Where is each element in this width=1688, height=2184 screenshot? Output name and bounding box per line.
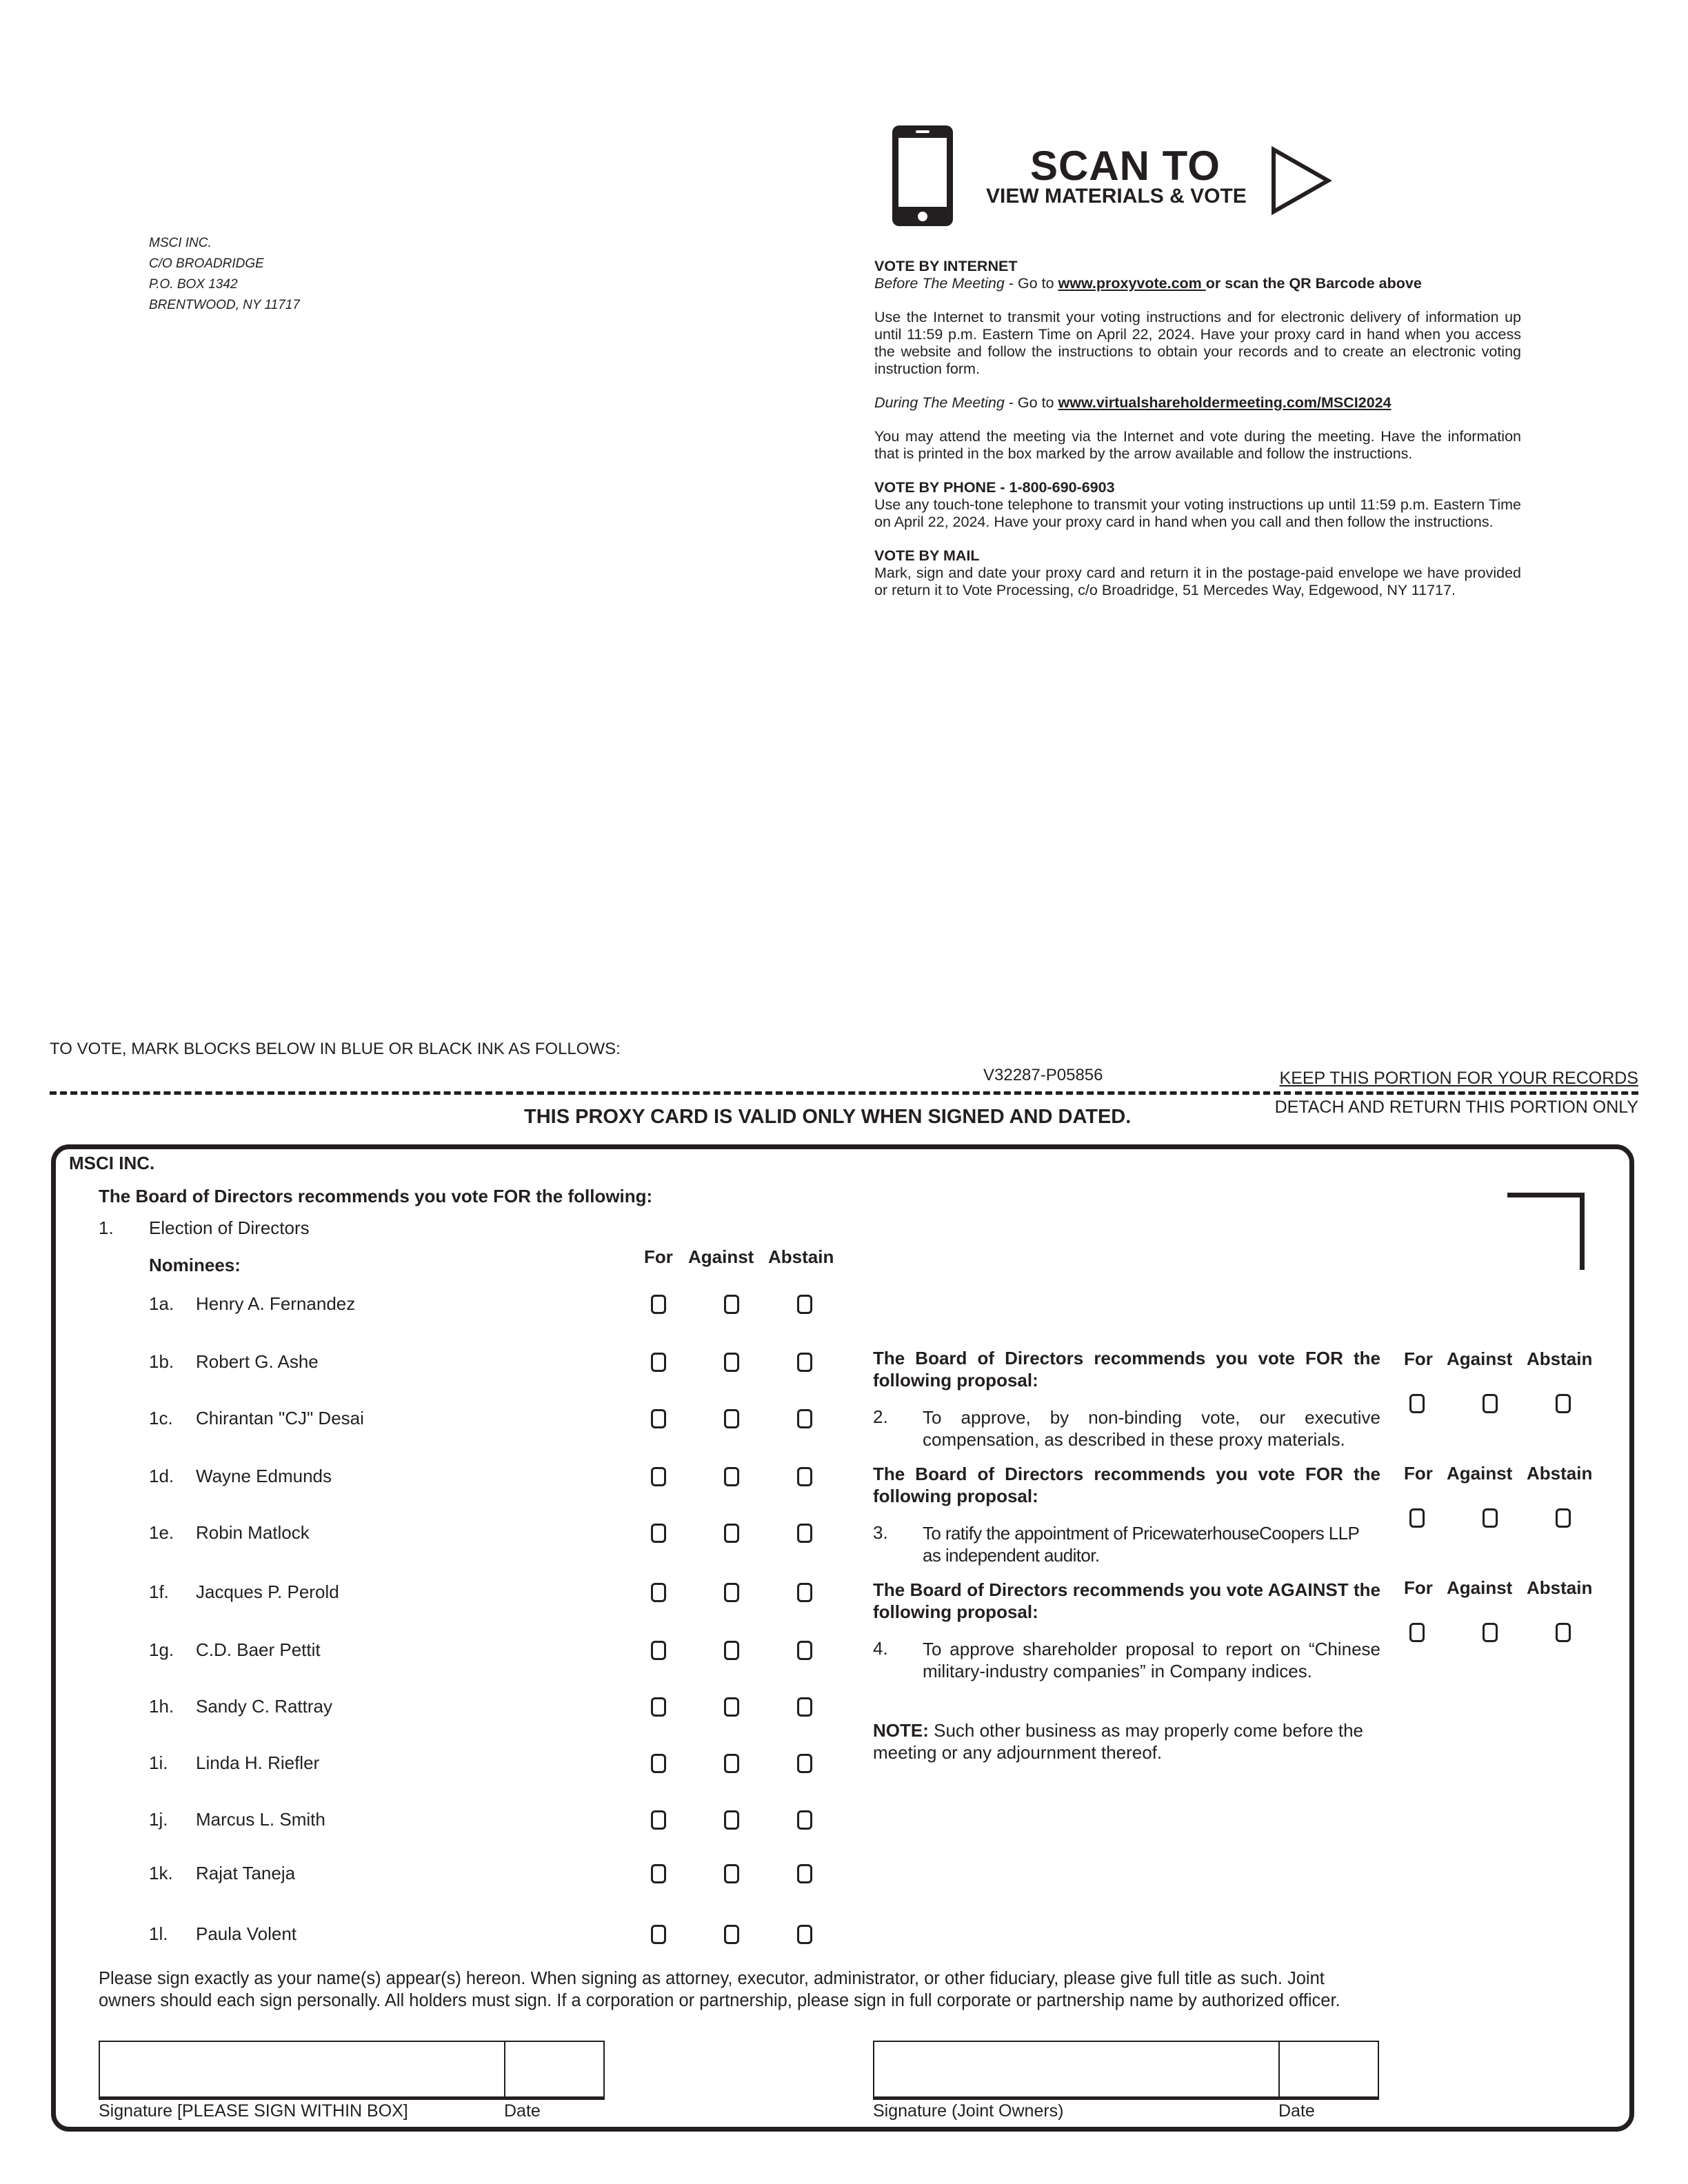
signature-box[interactable] — [99, 2041, 505, 2100]
proposal-2-for-checkbox[interactable] — [1409, 1394, 1425, 1413]
sign-instructions: Please sign exactly as your name(s) appear(s) hereon. When signing as attorney, executor, administrator, or other fiduciary, please give full title as such. Joint owners should each sign personally. All holders must sign. If a corporation or partnership, please sign in full corporate or partnership name by authorized officer. — [99, 1969, 1340, 2010]
nominee-name: Wayne Edmunds — [196, 1466, 332, 1486]
vote-abstain-checkbox[interactable] — [797, 1583, 812, 1602]
vote-abstain-checkbox[interactable] — [797, 1925, 812, 1944]
vote-against-checkbox[interactable] — [724, 1697, 739, 1717]
vote-for-checkbox[interactable] — [651, 1697, 666, 1717]
return-address — [149, 233, 300, 316]
column-against: Against — [1447, 1577, 1513, 1598]
vote-for-checkbox[interactable] — [651, 1409, 666, 1428]
keep-portion-text: KEEP THIS PORTION FOR YOUR RECORDS — [1279, 1069, 1638, 1088]
vote-for-checkbox[interactable] — [651, 1864, 666, 1883]
address-line: BRENTWOOD, NY 11717 — [149, 298, 300, 312]
vote-against-checkbox[interactable] — [724, 1409, 739, 1428]
vote-against-checkbox[interactable] — [724, 1864, 739, 1883]
phone-icon — [890, 123, 956, 229]
column-abstain: Abstain — [1527, 1577, 1593, 1598]
nominee-id: 1i. — [149, 1752, 168, 1773]
detach-portion-text: DETACH AND RETURN THIS PORTION ONLY — [1274, 1098, 1638, 1117]
vote-abstain-checkbox[interactable] — [797, 1641, 812, 1660]
joint-signature-label: Signature (Joint Owners) — [873, 2101, 1064, 2121]
proposal-3-for-checkbox[interactable] — [1409, 1508, 1425, 1528]
column-abstain: Abstain — [768, 1246, 834, 1267]
internet-before: Before The Meeting - Go to www.proxyvote.com or scan the QR Barcode above — [874, 275, 1422, 292]
vote-against-checkbox[interactable] — [724, 1467, 739, 1486]
column-against: Against — [1447, 1348, 1513, 1369]
nominee-id: 1b. — [149, 1351, 174, 1372]
mark-instructions: TO VOTE, MARK BLOCKS BELOW IN BLUE OR BLACK INK AS FOLLOWS: — [50, 1040, 621, 1058]
address-line: MSCI INC. — [149, 236, 212, 250]
nominee-id: 1e. — [149, 1522, 174, 1543]
vote-abstain-checkbox[interactable] — [797, 1864, 812, 1883]
vote-against-checkbox[interactable] — [724, 1641, 739, 1660]
mail-heading: VOTE BY MAIL — [874, 547, 980, 564]
nominee-id: 1d. — [149, 1466, 174, 1486]
vote-for-checkbox[interactable] — [651, 1295, 666, 1314]
address-line: P.O. BOX 1342 — [149, 277, 238, 292]
proposal-2-number: 2. — [873, 1406, 888, 1427]
vote-for-checkbox[interactable] — [651, 1925, 666, 1944]
proposal-4-abstain-checkbox[interactable] — [1556, 1623, 1571, 1642]
nominee-id: 1f. — [149, 1581, 169, 1602]
vote-abstain-checkbox[interactable] — [797, 1409, 812, 1428]
proposal-4-number: 4. — [873, 1638, 888, 1659]
column-against: Against — [688, 1246, 754, 1267]
proposal-3-number: 3. — [873, 1522, 888, 1543]
vote-for-checkbox[interactable] — [651, 1524, 666, 1543]
vote-abstain-checkbox[interactable] — [797, 1810, 812, 1830]
registration-corner-mark — [1507, 1193, 1585, 1270]
proposal-4-against-checkbox[interactable] — [1483, 1623, 1498, 1642]
vote-abstain-checkbox[interactable] — [797, 1467, 812, 1486]
proposal-2-recommendation: The Board of Directors recommends you vote FOR the following proposal: — [873, 1348, 1380, 1391]
signature-label: Signature [PLEASE SIGN WITHIN BOX] — [99, 2101, 408, 2121]
scan-subtitle: VIEW MATERIALS & VOTE — [986, 185, 1247, 208]
nominee-id: 1k. — [149, 1863, 173, 1883]
board-recommendation: The Board of Directors recommends you vote FOR the following: — [99, 1186, 653, 1206]
vote-abstain-checkbox[interactable] — [797, 1295, 812, 1314]
address-line: C/O BROADRIDGE — [149, 256, 264, 271]
proposal-4-recommendation: The Board of Directors recommends you vote AGAINST the following proposal: — [873, 1579, 1380, 1622]
nominee-name: Marcus L. Smith — [196, 1809, 325, 1830]
vote-for-checkbox[interactable] — [651, 1641, 666, 1660]
play-arrow-icon — [1270, 146, 1332, 215]
date-box[interactable] — [504, 2041, 605, 2100]
vote-abstain-checkbox[interactable] — [797, 1353, 812, 1372]
nominee-name: Henry A. Fernandez — [196, 1293, 356, 1314]
nominee-name: Robert G. Ashe — [196, 1351, 319, 1372]
vote-abstain-checkbox[interactable] — [797, 1524, 812, 1543]
internet-during-body: You may attend the meeting via the Internet and vote during the meeting. Have the information that is printed in the box marked by the arrow available and follow the instructions. — [874, 428, 1521, 462]
column-for: For — [1404, 1463, 1433, 1484]
scan-title: SCAN TO — [1030, 143, 1220, 189]
nominee-id: 1g. — [149, 1639, 174, 1660]
date-label: Date — [504, 2101, 541, 2121]
vote-for-checkbox[interactable] — [651, 1467, 666, 1486]
column-for: For — [1404, 1577, 1433, 1598]
nominee-name: Jacques P. Perold — [196, 1581, 339, 1602]
item-election-label: Election of Directors — [149, 1217, 310, 1238]
vote-against-checkbox[interactable] — [724, 1583, 739, 1602]
internet-during: During The Meeting - Go to www.virtualshareholdermeeting.com/MSCI2024 — [874, 394, 1391, 411]
nominee-id: 1c. — [149, 1408, 173, 1428]
joint-date-label: Date — [1278, 2101, 1315, 2121]
vote-against-checkbox[interactable] — [724, 1925, 739, 1944]
column-for: For — [644, 1246, 673, 1267]
proposal-3-against-checkbox[interactable] — [1483, 1508, 1498, 1528]
mail-body: Mark, sign and date your proxy card and return it in the postage-paid envelope we have provided or return it to Vote Processing, c/o Broadridge, 51 Mercedes Way, Edgewood, NY 11717. — [874, 565, 1521, 598]
proposal-2-abstain-checkbox[interactable] — [1556, 1394, 1571, 1413]
proxyvote-link[interactable]: www.proxyvote.com — [1058, 275, 1206, 292]
nominee-id: 1l. — [149, 1923, 168, 1944]
vote-against-checkbox[interactable] — [724, 1810, 739, 1830]
detach-line-right — [1295, 1091, 1638, 1095]
voting-instructions — [874, 258, 1521, 616]
proposal-4-for-checkbox[interactable] — [1409, 1623, 1425, 1642]
nominee-name: Linda H. Riefler — [196, 1752, 320, 1773]
vote-against-checkbox[interactable] — [724, 1295, 739, 1314]
column-against: Against — [1447, 1463, 1513, 1484]
nominee-name: C.D. Baer Pettit — [196, 1639, 321, 1660]
nominee-name: Chirantan "CJ" Desai — [196, 1408, 364, 1428]
company-name: MSCI INC. — [69, 1153, 155, 1173]
internet-body: Use the Internet to transmit your voting instructions and for electronic delivery of information up until 11:59 p.m. Eastern Time on April 22, 2024. Have your proxy card in hand when you access the website and follow the instructions to obtain your records and to create an electronic voting instruction form. — [874, 309, 1521, 377]
nominee-id: 1j. — [149, 1809, 168, 1830]
nominees-label: Nominees: — [149, 1255, 241, 1275]
proposal-3-abstain-checkbox[interactable] — [1556, 1508, 1571, 1528]
nominee-name: Rajat Taneja — [196, 1863, 296, 1883]
phone-body: Use any touch-tone telephone to transmit your voting instructions up until 11:59 p.m. Eastern Time on April 22, 2024. Have your proxy card in hand when you call and then follow the instructions. — [874, 496, 1521, 530]
nominee-name: Robin Matlock — [196, 1522, 310, 1543]
vote-abstain-checkbox[interactable] — [797, 1754, 812, 1773]
vote-for-checkbox[interactable] — [651, 1754, 666, 1773]
control-number: V32287-P05856 — [983, 1066, 1103, 1084]
nominee-id: 1h. — [149, 1696, 174, 1717]
proposal-3-text: To ratify the appointment of PricewaterhouseCoopers LLP as independent auditor. — [923, 1523, 1359, 1566]
proposal-2-against-checkbox[interactable] — [1483, 1394, 1498, 1413]
joint-signature-box[interactable] — [873, 2041, 1280, 2100]
vote-against-checkbox[interactable] — [724, 1754, 739, 1773]
joint-date-box[interactable] — [1278, 2041, 1379, 2100]
note: NOTE: Such other business as may properly come before the meeting or any adjournment thereof. — [873, 1720, 1363, 1763]
column-abstain: Abstain — [1527, 1348, 1593, 1369]
vote-for-checkbox[interactable] — [651, 1353, 666, 1372]
vote-for-checkbox[interactable] — [651, 1810, 666, 1830]
phone-heading: VOTE BY PHONE - 1-800-690-6903 — [874, 479, 1115, 496]
vote-against-checkbox[interactable] — [724, 1353, 739, 1372]
item-number: 1. — [99, 1217, 114, 1238]
vote-against-checkbox[interactable] — [724, 1524, 739, 1543]
proposal-2-text: To approve, by non-binding vote, our executive compensation, as described in these proxy materials. — [923, 1407, 1380, 1450]
virtual-meeting-link[interactable]: www.virtualshareholdermeeting.com/MSCI2024 — [1058, 394, 1391, 411]
nominee-name: Sandy C. Rattray — [196, 1696, 332, 1717]
proposal-4-text: To approve shareholder proposal to report on “Chinese military-industry companies” in Company indices. — [923, 1639, 1380, 1681]
vote-abstain-checkbox[interactable] — [797, 1697, 812, 1717]
detach-line — [50, 1091, 1291, 1095]
nominee-id: 1a. — [149, 1293, 174, 1314]
column-for: For — [1404, 1348, 1433, 1369]
proposal-3-recommendation: The Board of Directors recommends you vote FOR the following proposal: — [873, 1464, 1380, 1506]
nominee-name: Paula Volent — [196, 1923, 297, 1944]
column-abstain: Abstain — [1527, 1463, 1593, 1484]
internet-heading: VOTE BY INTERNET — [874, 258, 1018, 274]
valid-notice: THIS PROXY CARD IS VALID ONLY WHEN SIGNED AND DATED. — [524, 1106, 1132, 1128]
vote-for-checkbox[interactable] — [651, 1583, 666, 1602]
